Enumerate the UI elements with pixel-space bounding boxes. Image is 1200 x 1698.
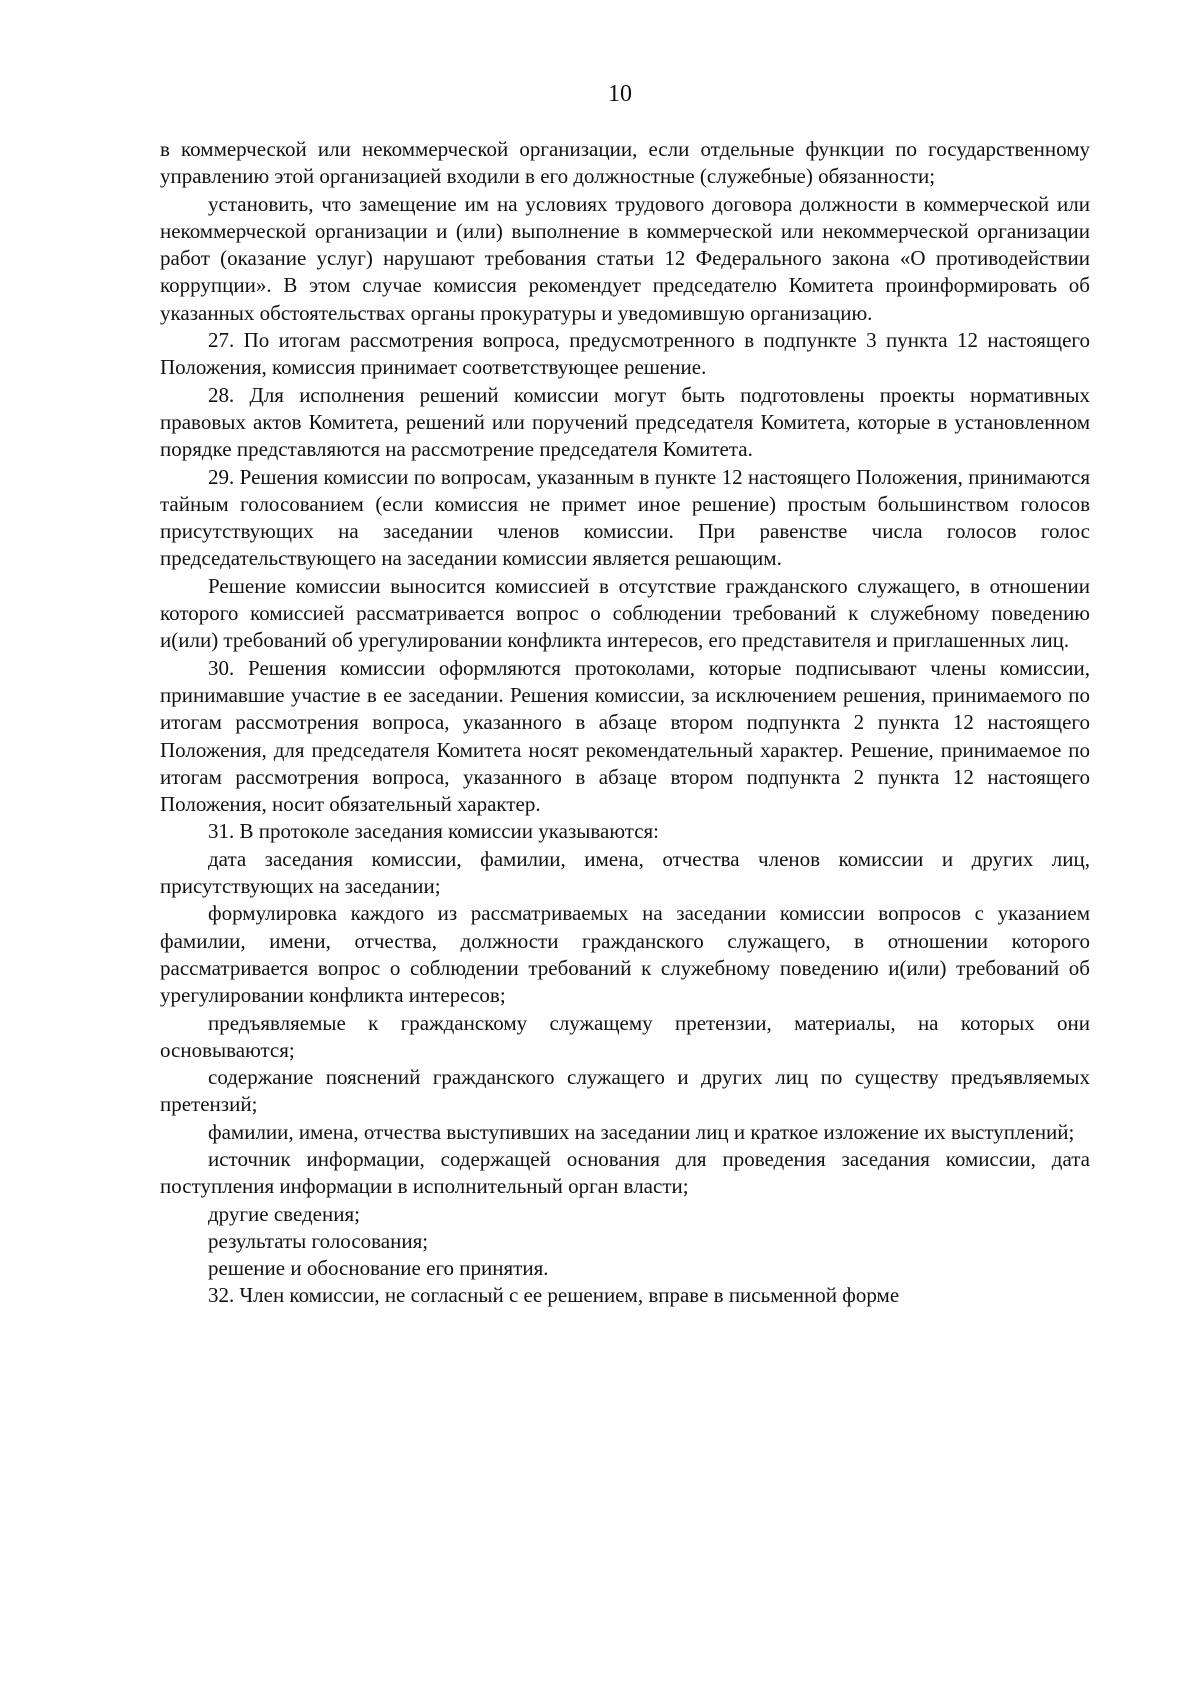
paragraph-31: 31. В протоколе заседания комиссии указываются:	[208, 819, 660, 844]
list-item: фамилии, имена, отчества выступивших на заседании лиц и краткое изложение их выступлений;	[208, 1119, 1075, 1144]
list-item: предъявляемые к гражданскому служащему претензии, материалы, на которых они основываются;	[160, 1010, 1090, 1062]
paragraph-30: 30. Решения комиссии оформляются протоколами, которые подписывают члены комиссии, принимавшие участие в ее заседании. Решения комиссии, за исключением решения, принимаемого по итогам рассмотрения вопроса, указанного в абзаце втором подпункта 2 пункта 12 настоящего Положения, для председателя Комитета носят рекомендательный характер. Решение, принимаемое по итогам рассмотрения вопроса, указанного в абзаце втором подпункта 2 пункта 12 настоящего Положения, носит обязательный характер.	[160, 655, 1090, 817]
paragraph-32: 32. Член комиссии, не согласный с ее решением, вправе в письменной форме	[208, 1283, 900, 1308]
page-number: 10	[608, 81, 632, 107]
list-item: содержание пояснений гражданского служащего и других лиц по существу предъявляемых претензий;	[160, 1065, 1090, 1117]
document-body	[160, 136, 1090, 1310]
paragraph: Решение комиссии выносится комиссией в отсутствие гражданского служащего, в отношении которого комиссией рассматривается вопрос о соблюдении требований к служебному поведению и(или) требований об урегулировании конфликта интересов, его представителя и приглашенных лиц.	[160, 573, 1090, 653]
list-item: результаты голосования;	[208, 1228, 429, 1253]
list-item: источник информации, содержащей основания для проведения заседания комиссии, дата поступления информации в исполнительный орган власти;	[160, 1146, 1090, 1199]
list-item: дата заседания комиссии, фамилии, имена, отчества членов комиссии и других лиц, присутствующих на заседании;	[160, 846, 1090, 899]
paragraph-27: 27. По итогам рассмотрения вопроса, предусмотренного в подпункте 3 пункта 12 настоящего Положения, комиссия принимает соответствующее решение.	[160, 328, 1090, 380]
paragraph-continuation: в коммерческой или некоммерческой организации, если отдельные функции по государственному управлению этой организацией входили в его должностные (служебные) обязанности;	[160, 137, 1090, 189]
list-item: формулировка каждого из рассматриваемых на заседании комиссии вопросов с указанием фамилии, имени, отчества, должности гражданского служащего, в отношении которого рассматривается вопрос о соблюдении требований к служебному поведению и(или) требований об урегулировании конфликта интересов;	[160, 901, 1090, 1008]
list-item: решение и обоснование его принятия.	[208, 1256, 549, 1281]
paragraph-28: 28. Для исполнения решений комиссии могут быть подготовлены проекты нормативных правовых актов Комитета, решений или поручений председателя Комитета, которые в установленном порядке представляются на рассмотрение председателя Комитета.	[160, 382, 1090, 462]
paragraph-29: 29. Решения комиссии по вопросам, указанным в пункте 12 настоящего Положения, принимаются тайным голосованием (если комиссия не примет иное решение) простым большинством голосов присутствующих на заседании членов комиссии. При равенстве числа голосов голос председательствующего на заседании комиссии является решающим.	[160, 464, 1090, 571]
list-item: другие сведения;	[208, 1201, 360, 1226]
paragraph: установить, что замещение им на условиях трудового договора должности в коммерческой или некоммерческой организации и (или) выполнение в коммерческой или некоммерческой организации работ (оказание услуг) нарушают требования статьи 12 Федерального закона «О противодействии коррупции». В этом случае комиссия рекомендует председателю Комитета проинформировать об указанных обстоятельствах органы прокуратуры и уведомившую организацию.	[160, 191, 1090, 325]
